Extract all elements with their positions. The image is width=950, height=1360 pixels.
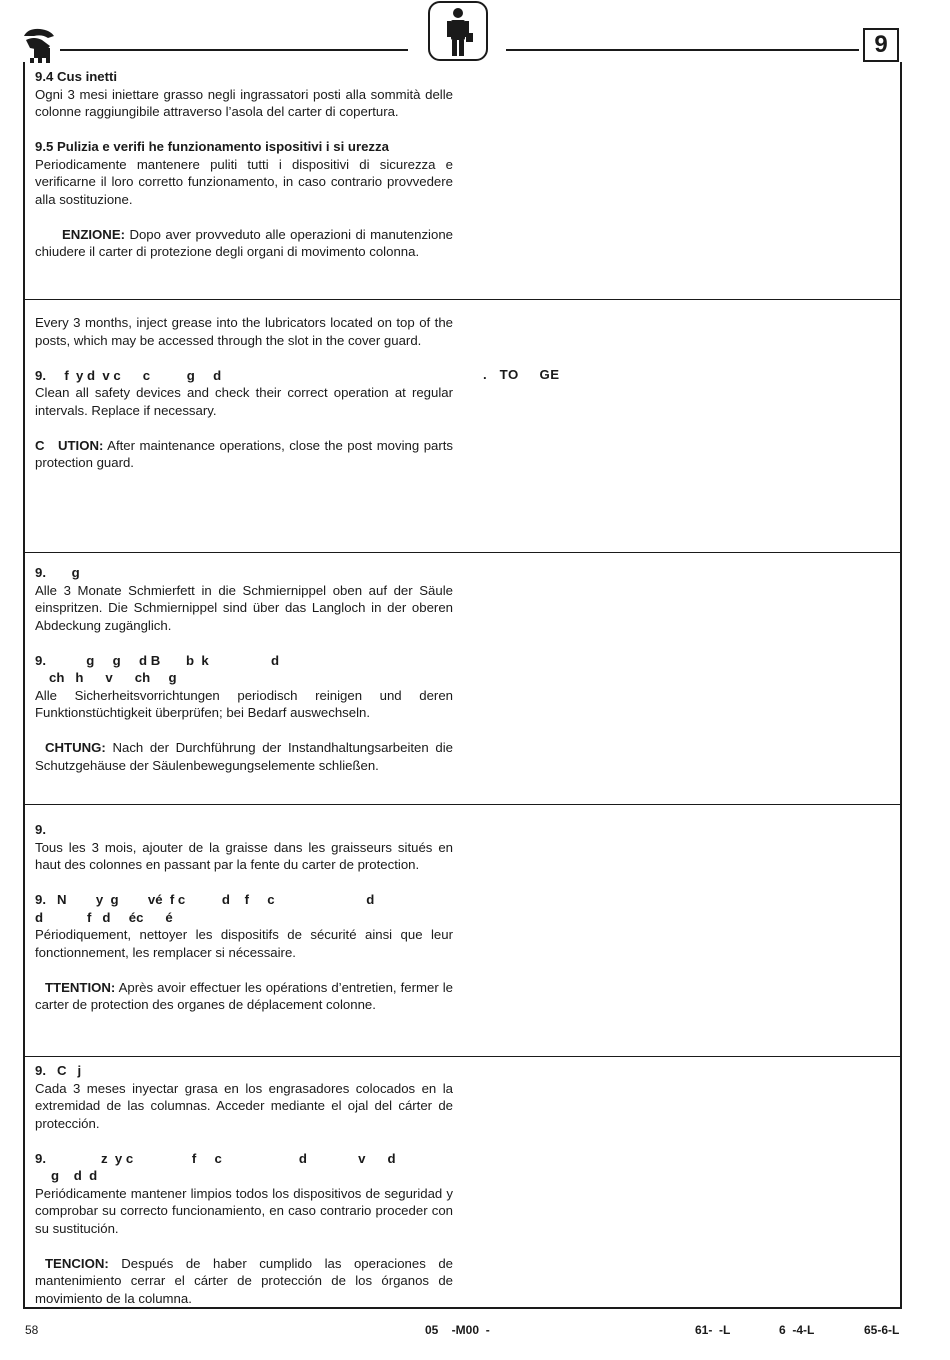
de-title-safety-line2: ch h v ch g <box>49 670 177 685</box>
doc-code: 05 -M00 - <box>425 1323 490 1337</box>
section-divider-3 <box>23 804 902 805</box>
it-body-safety: Periodicamente mantenere puliti tutti i dispositivi di sicurezza e verificarne il loro corretto funzionamento, in caso contrario provvedere alla sostituzione. <box>35 156 453 207</box>
page-number: 58 <box>25 1323 39 1337</box>
model-code-3: 65-6-L <box>864 1323 900 1337</box>
fr-warning-label: TTENTION: <box>45 979 116 995</box>
section-divider-2 <box>23 552 902 553</box>
es-warning-label: TENCION: <box>45 1255 109 1271</box>
it-title-safety: 9.5 Pulizia e verifi he funzionamento ispositivi i si urezza <box>35 139 389 154</box>
es-body-safety: Periódicamente mantener limpios todos los dispositivos de seguridad y comprobar su correcto funcionamiento, en caso contrario proceder con su sustitución. <box>35 1185 453 1236</box>
es-title-bearings: 9. C j <box>35 1063 82 1078</box>
section-divider-1 <box>23 299 902 300</box>
en-warning-body: After maintenance operations, close the post moving parts protection guard. <box>35 437 454 470</box>
fr-body-safety: Périodiquement, nettoyer les dispositifs de sécurité ainsi que leur fonctionnement, les remplacer si nécessaire. <box>35 927 453 960</box>
fr-title-safety-line2: d f d éc é <box>35 909 173 925</box>
en-body-bearings: Every 3 months, inject grease into the lubricators located on top of the posts, which may be accessed through the slot in the cover guard. <box>35 315 453 348</box>
it-warning-body: Dopo aver provveduto alle operazioni di manutenzione chiudere il carter di protezione degli organi di movimento colonna. <box>35 226 453 259</box>
es-body-bearings: Cada 3 meses inyectar grasa en los engrasadores colocados en la extremidad de las columnas. Acceder mediante el ojal del cárter de protección. <box>35 1080 453 1131</box>
de-body-bearings: Alle 3 Monate Schmierfett in die Schmiernippel oben auf der Säule einspritzen. Die Schmiernippel sind über das Langloch in der oberen Abdeckung zugänglich. <box>35 582 453 633</box>
frame-bottom <box>23 1307 902 1309</box>
hand-wrench-logo-icon <box>20 26 60 64</box>
de-title-safety-line1: 9. g g d B b k d <box>35 652 280 668</box>
es-title-safety-line2: g d d <box>51 1168 98 1183</box>
it-warning <box>35 226 453 261</box>
en-warning-label: C UTION: <box>35 437 104 453</box>
fr-title-safety-line1: 9. N y g vé f c d f c d <box>35 892 375 907</box>
section-french <box>35 821 453 1014</box>
it-warning-label: ENZIONE: <box>62 226 126 242</box>
es-title-safety-line1: 9. z y c f c d v d <box>35 1150 396 1166</box>
section-english <box>35 314 453 472</box>
frame-left <box>23 62 25 1309</box>
section-german <box>35 564 453 774</box>
de-body-safety: Alle Sicherheitsvorrichtungen periodisch reinigen und deren Funktionstüchtigkeit überprüfen; bei Bedarf auswechseln. <box>35 687 453 720</box>
it-title-bearings: 9.4 Cus inetti <box>35 69 118 84</box>
section-spanish <box>35 1062 453 1307</box>
model-code-1: 61- -L <box>695 1323 731 1337</box>
fr-warning-body: Après avoir effectuer les opérations d’entretien, fermer le carter de protection des organes de déplacement colonne. <box>35 979 454 1012</box>
header-rule-left <box>60 49 408 51</box>
it-body-bearings: Ogni 3 mesi iniettare grasso negli ingrassatori posti alla sommità delle colonne raggiungibile attraverso l’asola del carter di copertura. <box>35 86 453 119</box>
frame-right <box>900 62 902 1309</box>
header-rule-right <box>506 49 859 51</box>
operator-person-icon <box>428 1 488 61</box>
chapter-number: 9 <box>863 28 899 62</box>
model-code-2: 6 -4-L <box>779 1323 815 1337</box>
side-label: . TO GE <box>483 367 560 382</box>
de-warning <box>35 739 453 774</box>
fr-title-bearings: 9. <box>35 822 46 837</box>
en-title-safety: 9. f y d v c c g d <box>35 367 222 383</box>
fr-warning <box>35 979 453 1014</box>
de-title-bearings: 9. g <box>35 565 80 580</box>
es-warning <box>35 1255 453 1308</box>
en-warning <box>35 437 453 472</box>
fr-body-bearings: Tous les 3 mois, ajouter de la graisse dans les graisseurs situés en haut des colonnes en passant par la fente du carter de protection. <box>35 839 453 872</box>
es-warning-body: Después de haber cumplido las operaciones de mantenimiento cerrar el cárter de protección de los órganos de movimiento de la columna. <box>35 1255 453 1306</box>
en-body-safety: Clean all safety devices and check their correct operation at regular intervals. Replace if necessary. <box>35 385 453 418</box>
de-warning-body: Nach der Durchführung der Instandhaltungsarbeiten die Schutzgehäuse der Säulenbewegungselemente schließen. <box>35 740 453 773</box>
section-divider-4 <box>23 1056 902 1057</box>
de-warning-label: CHTUNG: <box>45 740 106 755</box>
section-italian <box>35 68 453 261</box>
